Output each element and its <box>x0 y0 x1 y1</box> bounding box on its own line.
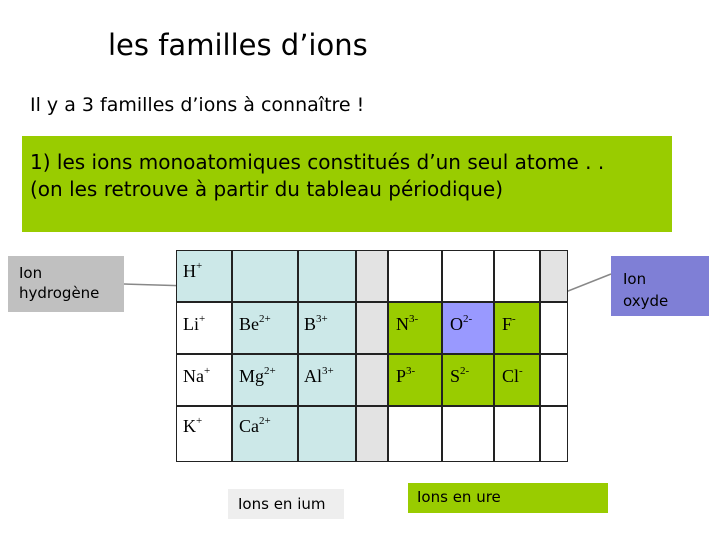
cell-empty-r4c7 <box>494 406 540 462</box>
ion-Ca <box>239 416 271 437</box>
cell-empty-r1c6 <box>442 250 494 302</box>
cell-empty-r4c4 <box>356 406 388 462</box>
ion-S <box>450 366 469 387</box>
ion-K-symbol: K <box>183 416 196 436</box>
ion-S-charge: 2- <box>460 365 470 377</box>
cell-empty-r1c3 <box>298 250 356 302</box>
ion-B-charge: 3+ <box>316 313 328 325</box>
ion-Li <box>183 314 205 335</box>
cell-empty-r3c4 <box>356 354 388 406</box>
ion-F-symbol: F <box>502 314 513 334</box>
cell-empty-r4c6 <box>442 406 494 462</box>
ion-Mg <box>239 366 276 387</box>
cell-empty-r4c8 <box>540 406 568 462</box>
ion-Na-symbol: Na <box>183 366 204 386</box>
cell-empty-r1c8 <box>540 250 568 302</box>
ion-Na-charge: + <box>204 365 211 377</box>
ion-Al-symbol: Al <box>304 366 322 386</box>
cell-empty-r4c3 <box>298 406 356 462</box>
cell-empty-r1c7 <box>494 250 540 302</box>
ion-N-charge: 3- <box>409 313 419 325</box>
ion-Li-symbol: Li <box>183 314 199 334</box>
ions-ure-label: Ions en ure <box>417 488 501 506</box>
ion-Ca-symbol: Ca <box>239 416 259 436</box>
cell-empty-r1c5 <box>388 250 442 302</box>
cell-empty-r2c4 <box>356 302 388 354</box>
ion-P-symbol: P <box>396 366 407 386</box>
ion-H-charge: + <box>196 260 203 272</box>
ion-N-symbol: N <box>396 314 409 334</box>
ion-K-charge: + <box>196 415 203 427</box>
ion-P <box>396 366 415 387</box>
callout-oxide-line-1: Ion <box>623 270 647 288</box>
callout-hydrogen-line-2: hydrogène <box>19 284 100 302</box>
ion-Li-charge: + <box>199 313 206 325</box>
slide-title: les familles d’ions <box>108 28 368 62</box>
ion-Mg-charge: 2+ <box>264 365 276 377</box>
ion-B <box>304 314 328 335</box>
cell-empty-r1c2 <box>232 250 298 302</box>
ion-H <box>183 261 202 282</box>
ion-Al <box>304 366 334 387</box>
ion-Cl-charge: - <box>519 365 523 377</box>
cell-empty-r2c8 <box>540 302 568 354</box>
ion-N <box>396 314 418 335</box>
ion-Be <box>239 314 271 335</box>
ion-Na <box>183 366 210 387</box>
slide-subtitle: Il y a 3 familles d’ions à connaître ! <box>30 94 365 116</box>
cell-F <box>494 302 540 354</box>
ion-F <box>502 314 516 335</box>
ion-S-symbol: S <box>450 366 461 386</box>
ion-Cl <box>502 366 523 387</box>
ion-Ca-charge: 2+ <box>259 415 271 427</box>
ion-K <box>183 416 202 437</box>
ion-O-charge: 2- <box>463 313 473 325</box>
ion-P-charge: 3- <box>406 365 416 377</box>
ion-H-symbol: H <box>183 261 196 281</box>
cell-empty-r3c8 <box>540 354 568 406</box>
monoatomic-line-1: 1) les ions monoatomiques constitués d’un seul atome . . <box>30 150 605 174</box>
ion-O-symbol: O <box>450 314 463 334</box>
cell-empty-r4c5 <box>388 406 442 462</box>
ion-Be-symbol: Be <box>239 314 259 334</box>
cell-empty-r1c4 <box>356 250 388 302</box>
callout-hydrogen-line-1: Ion <box>19 264 43 282</box>
ion-Al-charge: 3+ <box>322 365 334 377</box>
ions-ium-label: Ions en ium <box>238 495 326 513</box>
ion-Be-charge: 2+ <box>259 313 271 325</box>
ion-F-charge: - <box>512 313 516 325</box>
ion-O <box>450 314 472 335</box>
ions-ium-label-box <box>228 489 344 519</box>
monoatomic-line-2: (on les retrouve à partir du tableau périodique) <box>30 177 504 201</box>
ion-Cl-symbol: Cl <box>502 366 520 386</box>
callout-oxide-line-2: oxyde <box>623 292 669 310</box>
ion-B-symbol: B <box>304 314 317 334</box>
ion-Mg-symbol: Mg <box>239 366 265 386</box>
ions-ure-label-box <box>408 483 608 513</box>
